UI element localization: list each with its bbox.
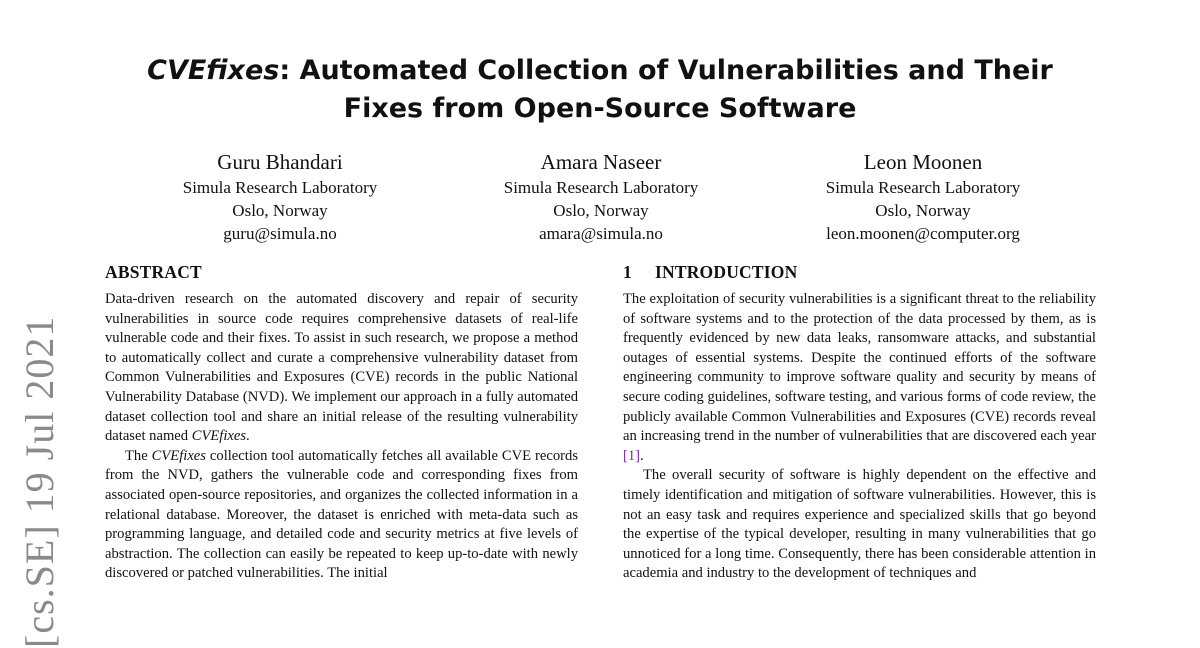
author-name: Guru Bhandari bbox=[217, 150, 343, 174]
author-1 bbox=[120, 148, 440, 245]
intro-p1-end: . bbox=[640, 447, 644, 464]
title-line1-rest: : Automated Collection of Vulnerabilities and Their bbox=[279, 55, 1053, 86]
author-2 bbox=[441, 148, 761, 245]
title-italic-part: CVEfixes bbox=[147, 55, 280, 86]
author-affiliation: Simula Research Laboratory bbox=[182, 178, 378, 197]
title-line2: Fixes from Open-Source Software bbox=[343, 93, 857, 124]
author-name: Leon Moonen bbox=[863, 150, 983, 174]
abstract-p2-emphasis: CVEfixes bbox=[151, 447, 206, 464]
section-title: INTRODUCTION bbox=[655, 262, 798, 282]
author-name: Amara Naseer bbox=[540, 150, 662, 174]
abstract-paragraph-2 bbox=[105, 447, 578, 584]
author-email: amara@simula.no bbox=[539, 224, 663, 243]
author-affiliation: Simula Research Laboratory bbox=[503, 178, 699, 197]
author-affiliation: Simula Research Laboratory bbox=[825, 178, 1021, 197]
intro-p1-text: The exploitation of security vulnerabilities is a significant threat to the reliability of software systems and to the protection of the data processed by them, as is frequently evidenced by new data leaks, ransomware attacks, and substantial outages of essential systems. Despite the continued efforts of the software engineering community to improve software quality and security by means of secure coding guidelines, software testing, and various forms of code review, the publicly available Common Vulnerabilities and Exposures (CVE) records reveal an increasing trend in the number of vulnerabilities that are discovered each year bbox=[623, 291, 1096, 445]
introduction-heading bbox=[623, 260, 1096, 284]
abstract-column bbox=[105, 260, 578, 584]
abstract-p1-text: Data-driven research on the automated discovery and repair of security vulnerabilities in source code requires comprehensive datasets of real-life vulnerable code and their fixes. To assist in such research, we propose a method to automatically collect and curate a comprehensive vulnerability dataset from Common Vulnerabilities and Exposures (CVE) records in the public National Vulnerability Database (NVD). We implement our approach in a fully automated dataset collection tool and share an initial release of the resulting vulnerability dataset named bbox=[105, 291, 578, 445]
author-3 bbox=[763, 148, 1083, 245]
author-email: leon.moonen@computer.org bbox=[826, 224, 1020, 243]
author-location: Oslo, Norway bbox=[553, 201, 649, 220]
introduction-paragraph-1 bbox=[623, 290, 1096, 466]
section-number: 1 bbox=[623, 262, 632, 282]
abstract-p1-end: . bbox=[246, 428, 250, 445]
abstract-p1-emphasis: CVEfixes bbox=[191, 428, 247, 445]
abstract-p2-text: collection tool automatically fetches all available CVE records from the NVD, gathers the vulnerable code and corresponding fixes from associated open-source repositories, and organizes the collected information in a relational database. Moreover, the dataset is enriched with meta-data such as programming language, and detailed code and security metrics at five levels of abstraction. The collection can easily be repeated to keep up-to-date with newly discovered or patched vulnerabilities. The initial bbox=[105, 447, 578, 582]
abstract-heading: ABSTRACT bbox=[105, 262, 202, 282]
abstract-paragraph-1 bbox=[105, 290, 578, 447]
author-email: guru@simula.no bbox=[223, 224, 337, 243]
introduction-column bbox=[623, 260, 1096, 584]
introduction-paragraph-2: The overall security of software is highly dependent on the effective and timely identification and mitigation of software vulnerabilities. However, this is not an easy task and requires experience and specialized skills that go beyond the expertise of the typical developer, resulting in many vulnerabilities that go unnoticed for a long time. Consequently, there has been considerable attention in academia and industry to the development of techniques and bbox=[623, 467, 1096, 582]
author-location: Oslo, Norway bbox=[232, 201, 328, 220]
author-location: Oslo, Norway bbox=[875, 201, 971, 220]
paper-title bbox=[100, 52, 1100, 128]
arxiv-side-stamp: [cs.SE] 19 Jul 2021 bbox=[17, 315, 62, 648]
citation-link[interactable]: [1] bbox=[623, 447, 641, 464]
abstract-p2-start: The bbox=[125, 447, 152, 464]
